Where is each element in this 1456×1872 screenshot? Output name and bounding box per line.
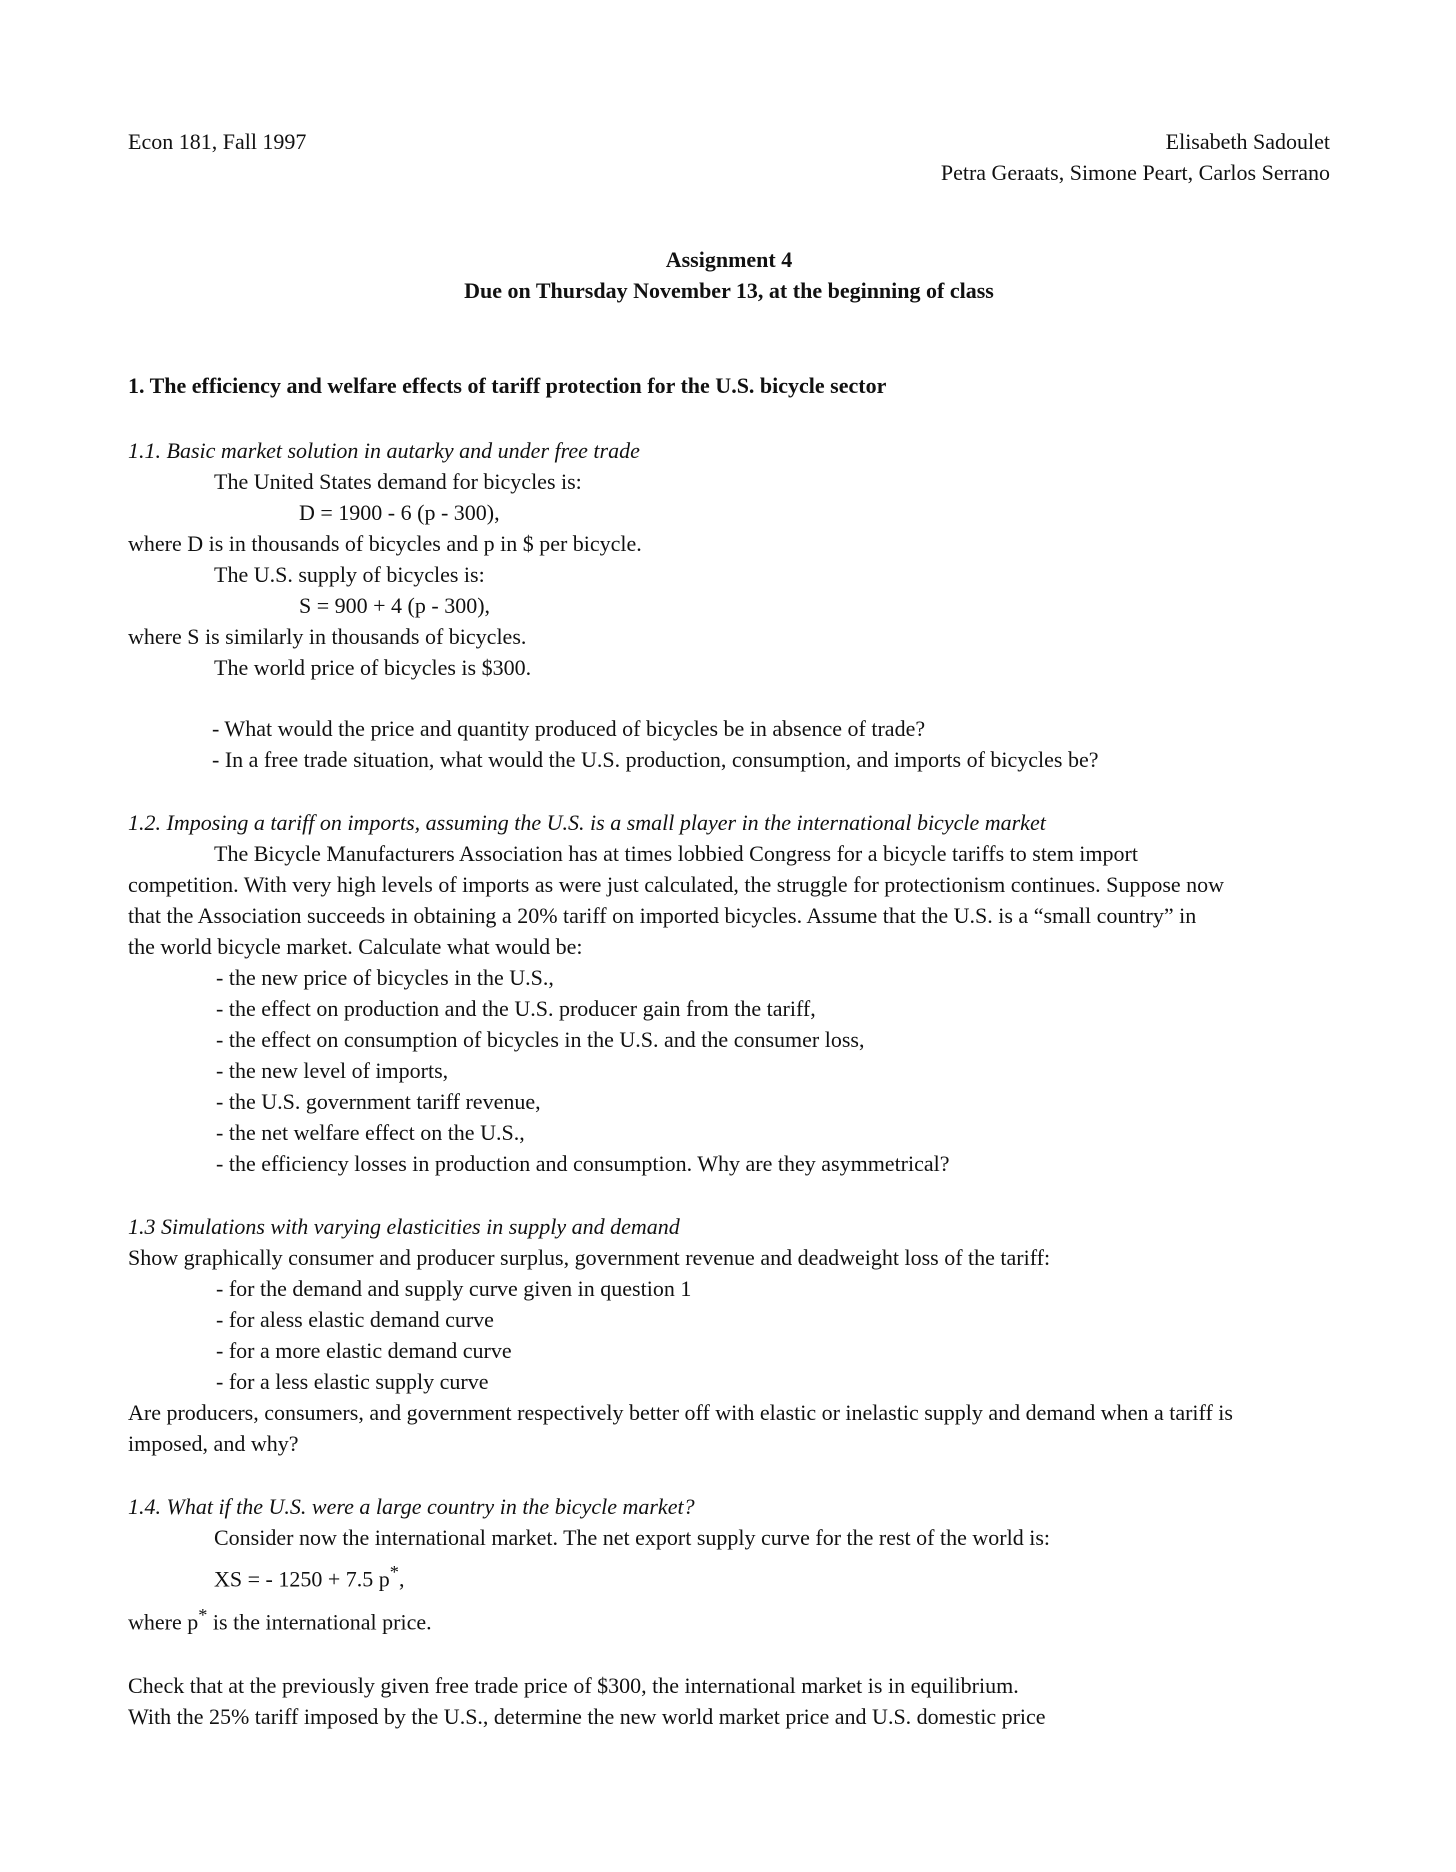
note-suffix: is the international price.	[207, 1609, 432, 1635]
international-price-note	[128, 1600, 1330, 1637]
subsection-1-1-heading: 1.1. Basic market solution in autarky and under free trade	[128, 438, 640, 463]
subsection-1-4	[128, 1491, 1330, 1732]
list-item: - for aless elastic demand curve	[216, 1307, 494, 1332]
list-item: - the effect on production and the U.S. producer gain from the tariff,	[216, 996, 816, 1021]
question-autarky: - What would the price and quantity produced of bicycles be in absence of trade?	[212, 716, 926, 741]
world-price: The world price of bicycles is $300.	[214, 655, 532, 680]
note-prefix: where p	[128, 1609, 199, 1635]
star-superscript: *	[198, 1605, 208, 1626]
subsection-1-3-heading: 1.3 Simulations with varying elasticities in supply and demand	[128, 1214, 680, 1239]
supply-intro: The U.S. supply of bicycles is:	[214, 562, 485, 587]
subsection-1-2-heading: 1.2. Imposing a tariff on imports, assuming the U.S. is a small player in the international bicycle market	[128, 810, 1046, 835]
list-item: - the U.S. government tariff revenue,	[216, 1089, 541, 1114]
international-intro: Consider now the international market. The net export supply curve for the rest of the world is:	[214, 1525, 1050, 1550]
supply-equation: S = 900 + 4 (p - 300),	[299, 593, 491, 618]
list-item: - the new price of bicycles in the U.S.,	[216, 965, 554, 990]
list-item: - the new level of imports,	[216, 1058, 449, 1083]
list-item: - the effect on consumption of bicycles in the U.S. and the consumer loss,	[216, 1027, 865, 1052]
course-label: Econ 181, Fall 1997	[128, 129, 307, 154]
equation-end: ,	[398, 1566, 405, 1592]
demand-units: where D is in thousands of bicycles and p in $ per bicycle.	[128, 531, 642, 556]
demand-equation: D = 1900 - 6 (p - 300),	[299, 500, 500, 525]
simulation-list	[128, 1273, 1330, 1397]
paragraph-line: The Bicycle Manufacturers Association has at times lobbied Congress for a bicycle tariffs to stem import	[214, 841, 1138, 866]
paragraph-line: that the Association succeeds in obtaining a 20% tariff on imported bicycles. Assume that the U.S. is a “small country” in	[128, 903, 1197, 928]
elasticity-question-cont: imposed, and why?	[128, 1431, 299, 1456]
due-date: Due on Thursday November 13, at the beginning of class	[464, 278, 994, 303]
assignment-title	[128, 244, 1330, 306]
equilibrium-check: Check that at the previously given free trade price of $300, the international market is in equilibrium.	[128, 1672, 1019, 1698]
supply-units: where S is similarly in thousands of bicycles.	[128, 624, 527, 649]
paragraph-line: the world bicycle market. Calculate what would be:	[128, 934, 583, 959]
document-header	[128, 126, 1330, 188]
simulation-intro: Show graphically consumer and producer surplus, government revenue and deadweight loss of the tariff:	[128, 1245, 1051, 1270]
subsection-1-1	[128, 435, 1330, 775]
equation-text: XS = - 1250 + 7.5 p	[214, 1566, 390, 1592]
tariff-price-question: With the 25% tariff imposed by the U.S., determine the new world market price and U.S. domestic price	[128, 1703, 1046, 1729]
paragraph-line: competition. With very high levels of imports as were just calculated, the struggle for protectionism continues. Suppose now	[128, 872, 1225, 897]
elasticity-question: Are producers, consumers, and government respectively better off with elastic or inelastic supply and demand when a tariff is	[128, 1400, 1233, 1425]
question-free-trade: - In a free trade situation, what would the U.S. production, consumption, and imports of bicycles be?	[212, 747, 1099, 772]
author-block	[941, 126, 1330, 188]
subsection-1-4-heading: 1.4. What if the U.S. were a large country in the bicycle market?	[128, 1494, 695, 1519]
instructor-name: Elisabeth Sadoulet	[1165, 129, 1330, 154]
list-item: - the net welfare effect on the U.S.,	[216, 1120, 525, 1145]
list-item: - for the demand and supply curve given in question 1	[216, 1276, 692, 1301]
section-1-heading: 1. The efficiency and welfare effects of tariff protection for the U.S. bicycle sector	[128, 373, 887, 398]
document-page	[128, 126, 1330, 1732]
list-item: - for a less elastic supply curve	[216, 1369, 489, 1394]
demand-intro: The United States demand for bicycles is:	[214, 469, 582, 494]
list-item: - for a more elastic demand curve	[216, 1338, 512, 1363]
list-item: - the efficiency losses in production and consumption. Why are they asymmetrical?	[216, 1151, 950, 1176]
gsi-names: Petra Geraats, Simone Peart, Carlos Serrano	[940, 160, 1330, 185]
star-superscript: *	[389, 1562, 399, 1582]
export-supply-equation	[128, 1557, 1330, 1594]
subsection-1-2	[128, 807, 1330, 1179]
assignment-number: Assignment 4	[665, 247, 793, 272]
tariff-question-list	[128, 962, 1330, 1179]
subsection-1-3	[128, 1211, 1330, 1459]
